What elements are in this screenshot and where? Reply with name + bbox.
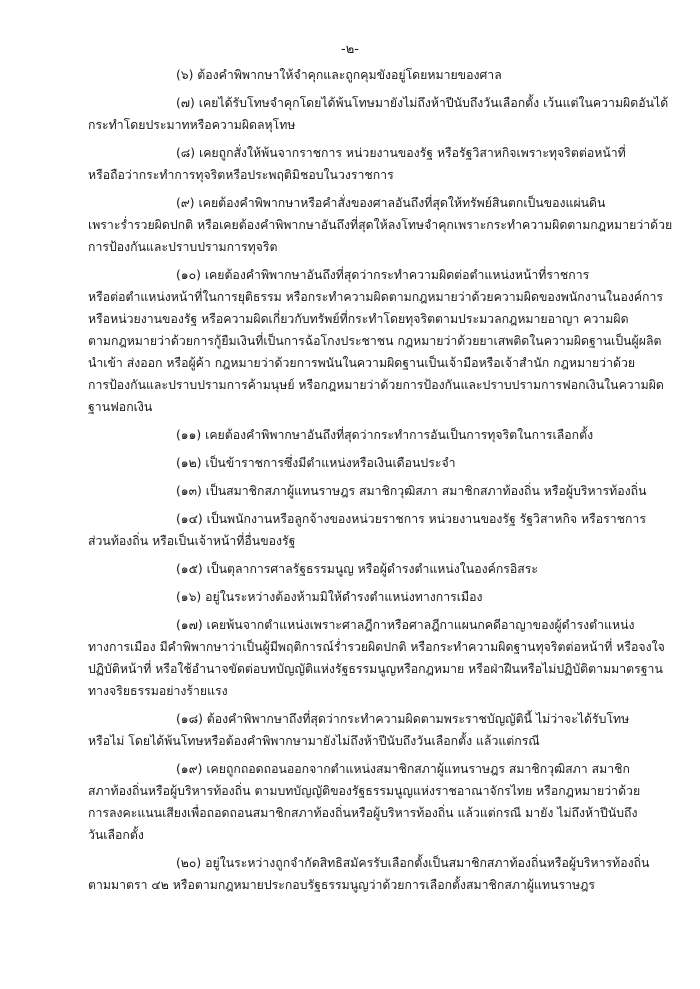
text-line: สภาท้องถิ่นหรือผู้บริหารท้องถิ่น ตามบทบัญญัติของรัฐธรรมนูญแห่งราชอาณาจักรไทย หรือกฎหมายว่าด้วย [88,784,641,798]
clause-paragraph [88,852,650,896]
text-line: (๑๘) ต้องคำพิพากษาถึงที่สุดว่ากระทำความผิดตามพระราชบัญญัตินี้ ไม่ว่าจะได้รับโทษ [176,712,630,726]
clause-paragraph [88,264,664,418]
clause-paragraph [88,558,632,580]
text-line: ทางการเมือง มีคำพิพากษาว่าเป็นผู้มีพฤติการณ์ร่ำรวยผิดปกติ หรือกระทำความผิดฐานทุจริตต่อหน้าที่ หรือจงใจ [88,640,665,654]
clause-paragraph [88,586,632,608]
clause-paragraph [88,424,632,446]
text-line: (๒๐) อยู่ในระหว่างถูกจำกัดสิทธิสมัครรับเลือกตั้งเป็นสมาชิกสภาท้องถิ่นหรือผู้บริหารท้องถิ่น [176,856,650,870]
text-line: การป้องกันและปราบปรามการทุจริต [88,240,278,254]
clause-paragraph [88,480,647,502]
text-line: หรือต่อตำแหน่งหน้าที่ในการยุติธรรม หรือกระทำความผิดตามกฎหมายว่าด้วยความผิดของพนักงานในองค์การ [88,290,664,304]
text-line: (๘) เคยถูกสั่งให้พ้นจากราชการ หน่วยงานของรัฐ หรือรัฐวิสาหกิจเพราะทุจริตต่อหน้าที่ [176,146,626,160]
clause-paragraph [88,64,632,86]
text-line: (๑๖) อยู่ในระหว่างต้องห้ามมิให้ดำรงตำแหน่งทางการเมือง [176,590,483,604]
text-line: (๑๔) เป็นพนักงานหรือลูกจ้างของหน่วยราชการ หน่วยงานของรัฐ รัฐวิสาหกิจ หรือราชการ [176,512,646,526]
text-line: ฐานฟอกเงิน [88,400,153,414]
text-line: นำเข้า ส่งออก หรือผู้ค้า กฎหมายว่าด้วยการพนันในความผิดฐานเป็นเจ้ามือหรือเจ้าสำนัก กฎหมายว่าด้วย [88,356,636,370]
text-line: (๑๓) เป็นสมาชิกสภาผู้แทนราษฎร สมาชิกวุฒิสภา สมาชิกสภาท้องถิ่น หรือผู้บริหารท้องถิ่น [176,484,647,498]
text-line: หรือไม่ โดยได้พ้นโทษหรือต้องคำพิพากษามายังไม่ถึงห้าปีนับถึงวันเลือกตั้ง แล้วแต่กรณี [88,734,540,748]
text-line: หรือหน่วยงานของรัฐ หรือความผิดเกี่ยวกับทรัพย์ที่กระทำโดยทุจริตตามประมวลกฎหมายอาญา ความผิด [88,312,629,326]
text-line: ปฏิบัติหน้าที่ หรือใช้อำนาจขัดต่อบทบัญญัติแห่งรัฐธรรมนูญหรือกฎหมาย หรือฝ่าฝืนหรือไม่ปฏิบัติตามมาตรฐาน [88,662,663,676]
text-line: (๑๒) เป็นข้าราชการซึ่งมีตำแหน่งหรือเงินเดือนประจำ [176,456,456,470]
clause-paragraph [88,92,669,136]
clause-paragraph [88,452,632,474]
text-line: การป้องกันและปราบปรามการค้ามนุษย์ หรือกฎหมายว่าด้วยการป้องกันและปราบปรามการฟอกเงินในความผิด [88,378,664,392]
clause-paragraph [88,142,632,186]
text-line: ตามกฎหมายว่าด้วยการกู้ยืมเงินที่เป็นการฉ้อโกงประชาชน กฎหมายว่าด้วยยาเสพติดในความผิดฐานเป็นผู้ผลิต [88,334,662,348]
text-line: ตามมาตรา ๔๒ หรือตามกฎหมายประกอบรัฐธรรมนูญว่าด้วยการเลือกตั้งสมาชิกสภาผู้แทนราษฎร [88,878,595,892]
text-line: เพราะร่ำรวยผิดปกติ หรือเคยต้องคำพิพากษาอันถึงที่สุดให้ลงโทษจำคุกเพราะกระทำความผิดตามกฎหมายว่าด้วย [88,218,673,232]
text-line: (๖) ต้องคำพิพากษาให้จำคุกและถูกคุมขังอยู่โดยหมายของศาล [176,68,502,82]
clause-paragraph [88,192,673,258]
text-line: การลงคะแนนเสียงเพื่อถอดถอนสมาชิกสภาท้องถิ่นหรือผู้บริหารท้องถิ่น แล้วแต่กรณี มายัง ไม่ถึงห้าปีนับถึง [88,806,638,820]
clause-paragraph [88,708,632,752]
text-line: (๑๑) เคยต้องคำพิพากษาอันถึงที่สุดว่ากระทำการอันเป็นการทุจริตในการเลือกตั้ง [176,428,594,442]
text-line: (๗) เคยได้รับโทษจำคุกโดยได้พ้นโทษมายังไม่ถึงห้าปีนับถึงวันเลือกตั้ง เว้นแต่ในความผิดอันได้ [176,96,669,110]
text-line: (๑๗) เคยพ้นจากตำแหน่งเพราะศาลฎีกาหรือศาลฎีกาแผนกคดีอาญาของผู้ดำรงตำแหน่ง [176,618,635,632]
text-line: (๙) เคยต้องคำพิพากษาหรือคำสั่งของศาลอันถึงที่สุดให้ทรัพย์สินตกเป็นของแผ่นดิน [176,196,606,210]
text-line: ส่วนท้องถิ่น หรือเป็นเจ้าหน้าที่อื่นของรัฐ [88,534,296,548]
text-line: (๑๐) เคยต้องคำพิพากษาอันถึงที่สุดว่ากระทำความผิดต่อตำแหน่งหน้าที่ราชการ [176,268,590,282]
text-line: หรือถือว่ากระทำการทุจริตหรือประพฤติมิชอบในวงราชการ [88,168,394,182]
text-line: (๑๕) เป็นตุลาการศาลรัฐธรรมนูญ หรือผู้ดำรงตำแหน่งในองค์กรอิสระ [176,562,538,576]
text-line: (๑๙) เคยถูกถอดถอนออกจากตำแหน่งสมาชิกสภาผู้แทนราษฎร สมาชิกวุฒิสภา สมาชิก [176,762,630,776]
clause-paragraph [88,508,646,552]
clause-paragraph [88,758,641,846]
page-number: -๒- [341,42,359,57]
text-line: ทางจริยธรรมอย่างร้ายแรง [88,684,228,698]
text-line: วันเลือกตั้ง [88,828,144,842]
clause-paragraph [88,614,665,702]
text-line: กระทำโดยประมาทหรือความผิดลหุโทษ [88,118,296,132]
document-body [88,64,673,902]
